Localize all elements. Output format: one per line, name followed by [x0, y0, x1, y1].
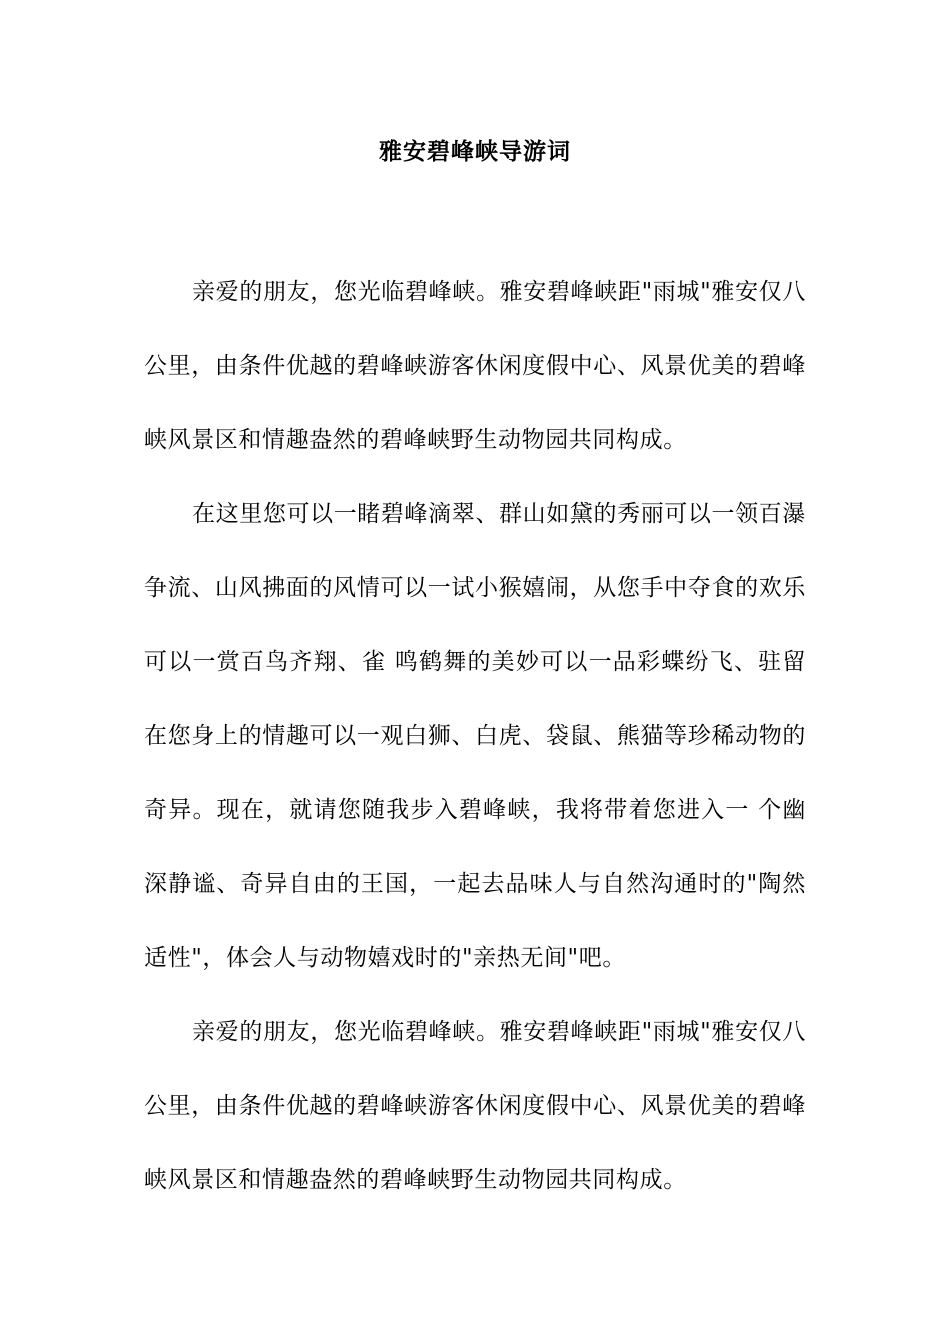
document-body	[144, 255, 806, 1217]
document-title: 雅安碧峰峡导游词	[379, 138, 571, 165]
paragraph-1: 亲爱的朋友，您光临碧峰峡。雅安碧峰峡距"雨城"雅安仅八公里，由条件优越的碧峰峡游客休闲度假中心、风景优美的碧峰峡风景区和情趣盎然的碧峰峡野生动物园共同构成。	[144, 279, 806, 453]
paragraph-3: 亲爱的朋友，您光临碧峰峡。雅安碧峰峡距"雨城"雅安仅八公里，由条件优越的碧峰峡游客休闲度假中心、风景优美的碧峰峡风景区和情趣盎然的碧峰峡野生动物园共同构成。	[144, 1019, 806, 1193]
paragraph-2: 在这里您可以一睹碧峰滴翠、群山如黛的秀丽可以一领百瀑争流、山风拂面的风情可以一试小猴嬉闹，从您手中夺食的欢乐可以一赏百鸟齐翔、雀 鸣鹤舞的美妙可以一品彩蝶纷飞、驻留在您身上的情趣可以一观白狮、白虎、袋鼠、熊猫等珍稀动物的奇异。现在，就请您随我步入碧峰峡，我将带着您进入一 个幽深静谧、奇异自由的王国，一起去品味人与自然沟通时的"陶然适性"，体会人与动物嬉戏时的"亲热无间"吧。	[144, 501, 806, 971]
